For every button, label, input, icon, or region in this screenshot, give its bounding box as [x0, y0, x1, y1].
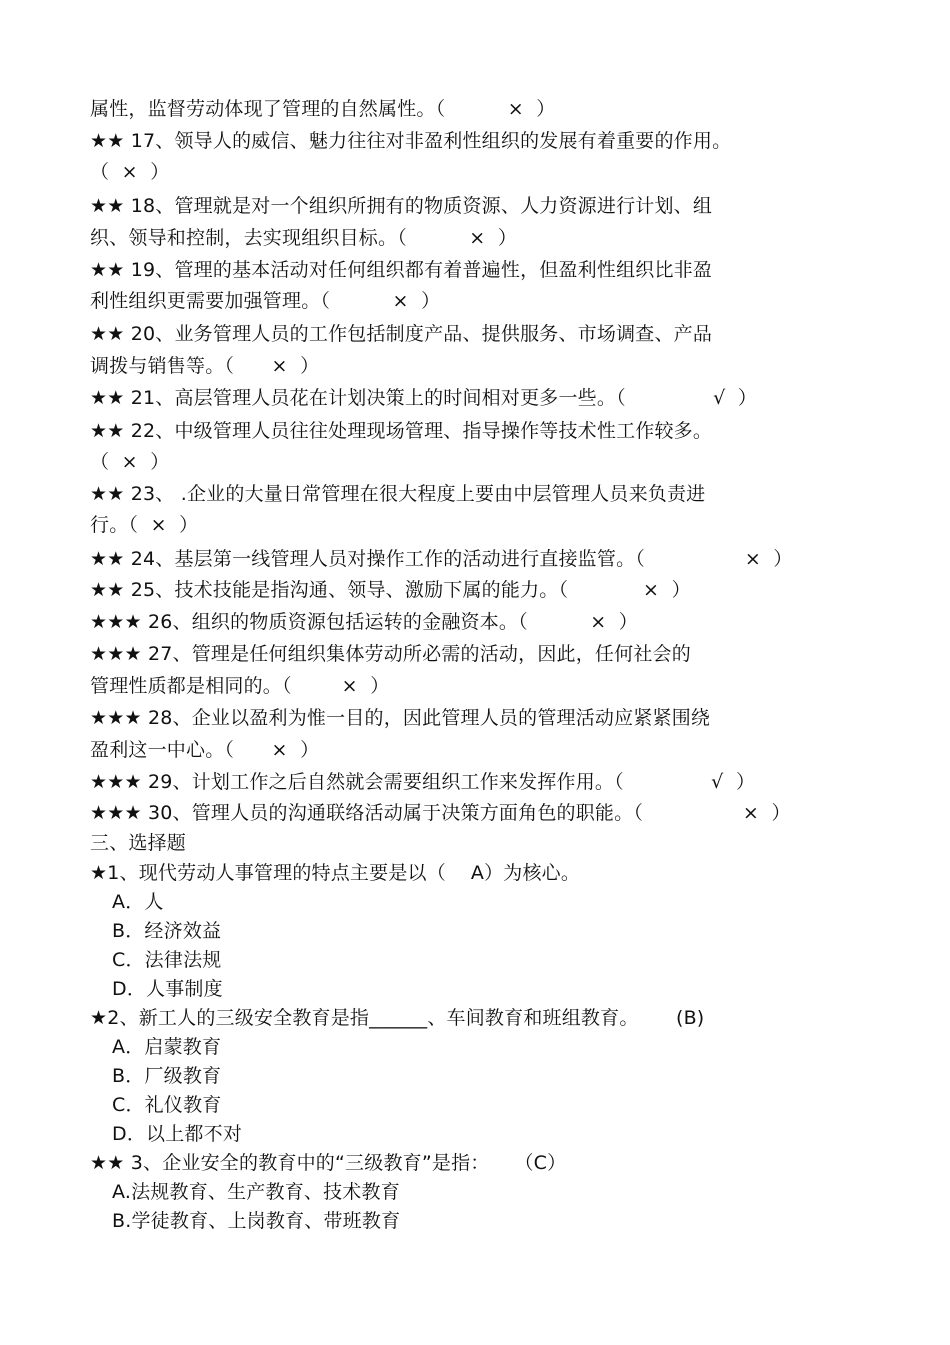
option-line: C．法律法规 — [112, 949, 222, 971]
text-line: ★★★ 28、企业以盈利为惟一目的，因此管理人员的管理活动应紧紧围绕 — [90, 707, 711, 729]
option-line: B.学徒教育、上岗教育、带班教育 — [112, 1210, 401, 1232]
text-line: ★★ 25、技术技能是指沟通、领导、激励下属的能力。（ × ） — [90, 579, 691, 601]
text-line: ★★ 24、基层第一线管理人员对操作工作的活动进行直接监管。（ × ） — [90, 548, 793, 570]
option-line: A．启蒙教育 — [112, 1036, 222, 1058]
text-line: ★★ 18、管理就是对一个组织所拥有的物质资源、人力资源进行计划、组 — [90, 195, 713, 217]
section-heading: 三、选择题 — [90, 832, 187, 854]
option-line: A．人 — [112, 891, 164, 913]
option-line: A.法规教育、生产教育、技术教育 — [112, 1181, 400, 1203]
question-line: ★2、新工人的三级安全教育是指______、车间教育和班组教育。 (B) — [90, 1007, 705, 1029]
text-line: 属性，监督劳动体现了管理的自然属性。（ × ） — [90, 98, 556, 120]
option-line: B．经济效益 — [112, 920, 222, 942]
option-line: C．礼仪教育 — [112, 1094, 222, 1116]
text-line: ★★ 19、管理的基本活动对任何组织都有着普遍性，但盈利性组织比非盈 — [90, 259, 713, 281]
text-line: ★★ 20、业务管理人员的工作包括制度产品、提供服务、市场调查、产品 — [90, 323, 713, 345]
option-line: B．厂级教育 — [112, 1065, 222, 1087]
text-line: ★★ 21、高层管理人员花在计划决策上的时间相对更多一些。（ √ ） — [90, 387, 758, 409]
text-line: ★★★ 29、计划工作之后自然就会需要组织工作来发挥作用。（ √ ） — [90, 771, 756, 793]
text-line: 织、领导和控制，去实现组织目标。（ × ） — [90, 227, 518, 249]
text-line: 管理性质都是相同的。（ × ） — [90, 675, 390, 697]
text-line: 行。（ × ） — [90, 514, 199, 536]
text-line: ★★★ 27、管理是任何组织集体劳动所必需的活动，因此，任何社会的 — [90, 643, 691, 665]
text-line: ★★★ 26、组织的物质资源包括运转的金融资本。（ × ） — [90, 611, 639, 633]
question-line: ★1、现代劳动人事管理的特点主要是以（ A）为核心。 — [90, 862, 581, 884]
text-line: （ × ） — [90, 451, 170, 473]
option-line: D．人事制度 — [112, 978, 223, 1000]
text-line: 盈利这一中心。（ × ） — [90, 739, 320, 761]
text-line: 调拨与销售等。（ × ） — [90, 355, 320, 377]
option-line: D．以上都不对 — [112, 1123, 243, 1145]
text-line: ★★ 23、 .企业的大量日常管理在很大程度上要由中层管理人员来负责进 — [90, 483, 706, 505]
question-line: ★★ 3、企业安全的教育中的“三级教育”是指： （C） — [90, 1152, 567, 1174]
text-line: （ × ） — [90, 161, 170, 183]
text-line: ★★★ 30、管理人员的沟通联络活动属于决策方面角色的职能。（ × ） — [90, 802, 791, 824]
text-line: ★★ 17、领导人的威信、魅力往往对非盈利性组织的发展有着重要的作用。 — [90, 130, 732, 152]
text-line: 利性组织更需要加强管理。（ × ） — [90, 290, 441, 312]
text-line: ★★ 22、中级管理人员往往处理现场管理、指导操作等技术性工作较多。 — [90, 420, 713, 442]
